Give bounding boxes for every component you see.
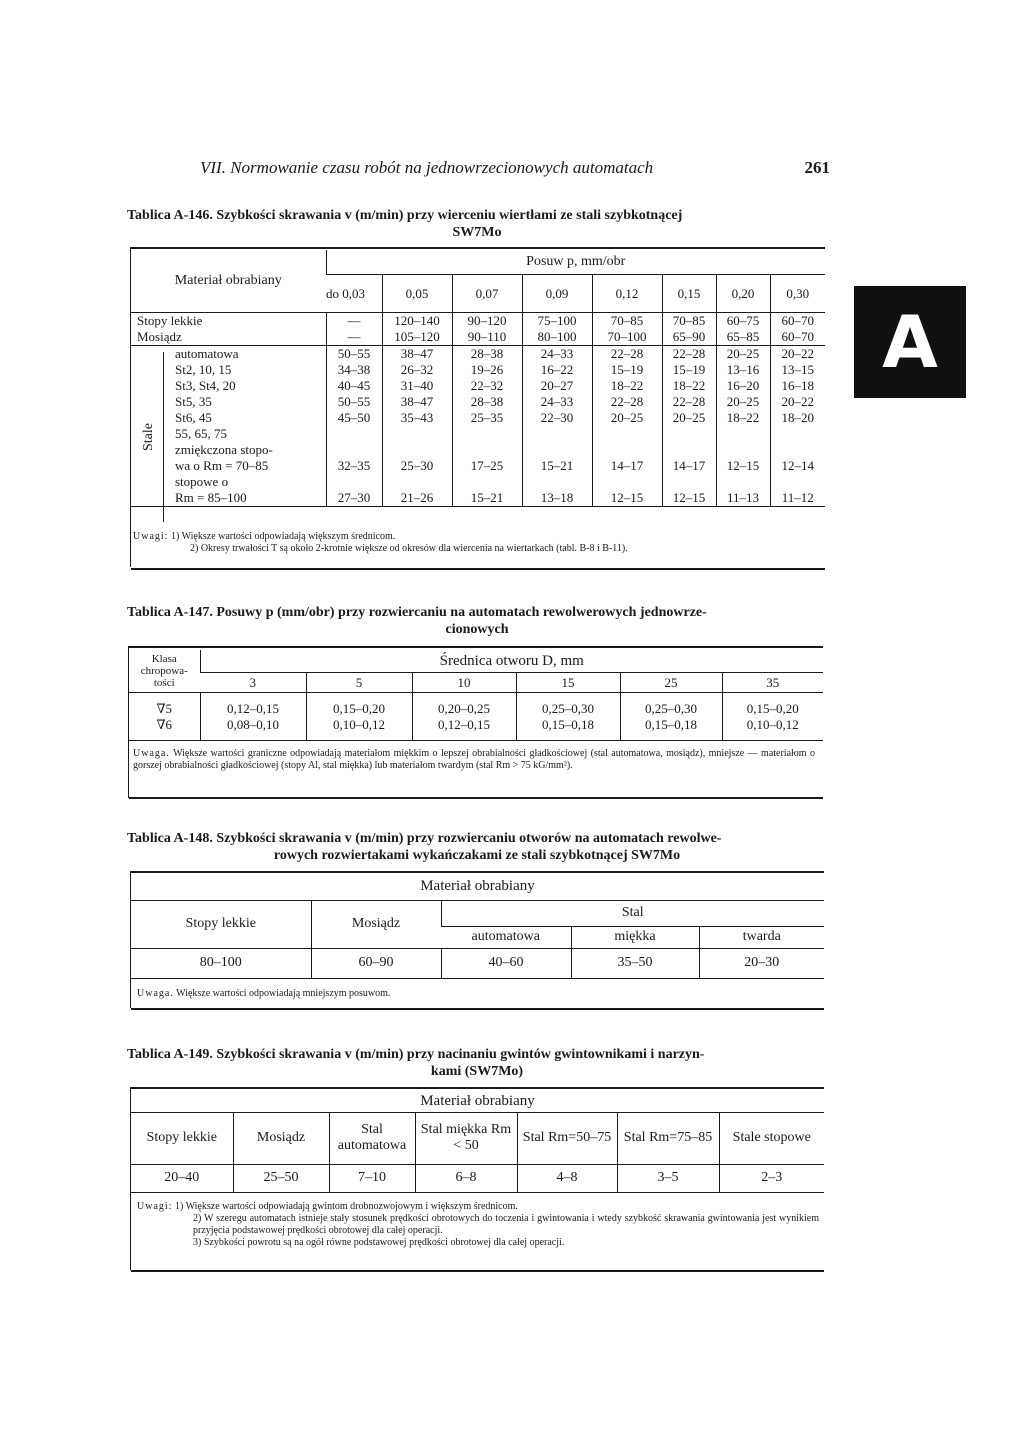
cell: 11–13 xyxy=(716,490,770,507)
cell xyxy=(592,474,662,490)
material-name: St3, St4, 20 xyxy=(175,378,236,393)
note-text: Większe wartości graniczne odpowiadają materiałom miękkim o lepszej obrabialności gładkościowej (stal automatowa, mosiądz), mniejsze — materiałom o gorszej obrabialności gładkościowej (stopy Al, stal miękka) lub materiałom twardym (stal Rm > 75 kG/mm²). xyxy=(133,748,815,771)
table-row xyxy=(131,362,825,378)
cell: 80–100 xyxy=(131,948,311,978)
material-name: Rm = 85–100 xyxy=(131,490,326,507)
material-name: St6, 45 xyxy=(175,410,212,425)
cell: 0,25–0,30 xyxy=(620,701,722,717)
table-a148 xyxy=(131,873,824,979)
steel-group-label-text: Stale xyxy=(141,423,156,451)
cell: 0,08–0,10 xyxy=(200,717,306,733)
feed-col: do 0,03 xyxy=(326,275,382,313)
cell: 18–22 xyxy=(716,410,770,426)
cell: 26–32 xyxy=(382,362,452,378)
cell: 45–50 xyxy=(326,410,382,426)
diameter-col: 35 xyxy=(722,673,823,693)
cell: 65–90 xyxy=(662,329,716,346)
steel-group-divider xyxy=(163,352,164,522)
feed-header: Posuw p, mm/obr xyxy=(326,250,825,275)
col-steel-soft: miękka xyxy=(571,926,699,948)
feed-col: 0,15 xyxy=(662,275,716,313)
table-a147-caption-line2: cionowych xyxy=(445,622,509,637)
table-a147-top-rule xyxy=(129,646,823,648)
table-row xyxy=(131,442,825,458)
cell: 15–19 xyxy=(662,362,716,378)
running-head-title: VII. Normowanie czasu robót na jednowrzecionowych automatach xyxy=(200,158,654,177)
cell: 28–38 xyxy=(452,394,522,410)
note-label: Uwaga. xyxy=(137,988,174,999)
cell: — xyxy=(326,313,382,330)
roughness-header-line2: chropowa- xyxy=(140,665,188,677)
cell: 0,10–0,12 xyxy=(722,717,823,733)
cell: 35–43 xyxy=(382,410,452,426)
table-a148-note xyxy=(137,988,817,1000)
note-1: 1) Większe wartości odpowiadają większym średnicom. xyxy=(170,531,396,542)
material-name: Mosiądz xyxy=(137,329,182,344)
cell xyxy=(770,426,825,442)
cell: 25–30 xyxy=(382,458,452,474)
feed-col: 0,07 xyxy=(452,275,522,313)
material-header: Materiał obrabiany xyxy=(131,1090,824,1112)
col-light-alloys: Stopy lekkie xyxy=(131,1112,233,1164)
cell: 90–110 xyxy=(452,329,522,346)
cell: 13–18 xyxy=(522,490,592,507)
cell: 0,15–0,18 xyxy=(620,717,722,733)
table-a149 xyxy=(131,1090,824,1193)
table-a146-bottom-rule xyxy=(131,568,825,570)
cell: 16–18 xyxy=(770,378,825,394)
cell: 70–85 xyxy=(662,313,716,330)
note-2: 2) W szeregu automatach istnieje stały stosunek prędkości obrotowych do toczenia i gwintowania i wtedy szybkość skrawania gwintowania jest wynikiem przyjęcia podstawowej prędkości obrotowej dla całej operacji. xyxy=(193,1213,819,1236)
running-head xyxy=(200,158,830,178)
table-a147-bottom-rule xyxy=(129,797,823,799)
cell: 17–25 xyxy=(452,458,522,474)
cell: 14–17 xyxy=(662,458,716,474)
cell: 24–33 xyxy=(522,346,592,363)
cell: 40–45 xyxy=(326,378,382,394)
steel-group-label xyxy=(137,352,161,522)
cell: 15–21 xyxy=(522,458,592,474)
note-label: Uwagi: xyxy=(137,1201,173,1212)
cell: 14–17 xyxy=(592,458,662,474)
cell xyxy=(716,442,770,458)
diameter-col: 25 xyxy=(620,673,722,693)
cell: 25–50 xyxy=(233,1164,329,1192)
cell: 0,12–0,15 xyxy=(412,717,516,733)
cell: 27–30 xyxy=(326,490,382,507)
diameter-col: 10 xyxy=(412,673,516,693)
cell: 0,20–0,25 xyxy=(412,701,516,717)
col-steel-hard: twarda xyxy=(699,926,824,948)
table-a149-notes xyxy=(137,1201,819,1249)
roughness-header-line1: Klasa xyxy=(151,653,177,665)
table-row xyxy=(131,948,824,978)
table-row xyxy=(131,1164,824,1192)
table-row xyxy=(131,410,825,426)
cell: 24–33 xyxy=(522,394,592,410)
material-name: 55, 65, 75 xyxy=(175,426,227,441)
table-a147-caption xyxy=(127,604,827,638)
cell: 20–25 xyxy=(662,410,716,426)
cell xyxy=(382,474,452,490)
table-a146-caption-line1: Tablica A-146. Szybkości skrawania v (m/min) przy wierceniu wiertłami ze stali szybkotnącej xyxy=(127,208,683,223)
table-row xyxy=(131,313,825,330)
table-row xyxy=(129,701,823,717)
cell: 16–20 xyxy=(716,378,770,394)
material-name: St2, 10, 15 xyxy=(175,362,232,377)
material-name: St5, 35 xyxy=(175,394,212,409)
cell: 50–55 xyxy=(326,394,382,410)
roughness-header-line3: tości xyxy=(153,677,175,689)
cell: 20–30 xyxy=(699,948,824,978)
diameter-col: 3 xyxy=(200,673,306,693)
cell: 0,25–0,30 xyxy=(516,701,620,717)
table-a149-caption-line2: kami (SW7Mo) xyxy=(430,1064,524,1079)
cell xyxy=(452,426,522,442)
diameter-col: 5 xyxy=(306,673,412,693)
cell: 13–16 xyxy=(716,362,770,378)
table-row xyxy=(131,426,825,442)
cell: 60–70 xyxy=(770,313,825,330)
cell: 22–30 xyxy=(522,410,592,426)
roughness-class-header xyxy=(129,650,200,693)
cell: 20–27 xyxy=(522,378,592,394)
cell xyxy=(592,426,662,442)
cell xyxy=(770,442,825,458)
col-brass: Mosiądz xyxy=(233,1112,329,1164)
cell: 20–40 xyxy=(131,1164,233,1192)
cell: 7–10 xyxy=(329,1164,415,1192)
cell xyxy=(452,474,522,490)
cell: 0,15–0,18 xyxy=(516,717,620,733)
table-a146-caption xyxy=(127,207,827,241)
cell: 20–25 xyxy=(592,410,662,426)
table-row xyxy=(131,458,825,474)
table-a147-caption-line1: Tablica A-147. Posuwy p (mm/obr) przy rozwiercaniu na automatach rewolwerowych jednowrze- xyxy=(127,605,707,620)
note-label: Uwaga. xyxy=(133,748,170,759)
cell: 20–22 xyxy=(770,394,825,410)
cell: 35–50 xyxy=(571,948,699,978)
cell: 22–32 xyxy=(452,378,522,394)
cell: 20–22 xyxy=(770,346,825,363)
material-name: Stopy lekkie xyxy=(137,313,203,328)
cell: 15–19 xyxy=(592,362,662,378)
feed-col: 0,05 xyxy=(382,275,452,313)
table-a147 xyxy=(129,650,823,741)
cell: 16–22 xyxy=(522,362,592,378)
cell: 70–85 xyxy=(592,313,662,330)
cell xyxy=(522,474,592,490)
cell: 20–25 xyxy=(716,394,770,410)
note-3: 3) Szybkości powrotu są na ogół równe podstawowej prędkości obrotowej dla całej operacji. xyxy=(193,1237,565,1248)
section-tab-letter: A xyxy=(882,300,938,384)
cell: 120–140 xyxy=(382,313,452,330)
page-number: 261 xyxy=(804,158,830,177)
cell: 50–55 xyxy=(326,346,382,363)
table-a149-caption-line1: Tablica A-149. Szybkości skrawania v (m/min) przy nacinaniu gwintów gwintownikami i narzyn- xyxy=(127,1047,705,1062)
cell: 22–28 xyxy=(662,394,716,410)
cell: 60–70 xyxy=(770,329,825,346)
cell: 22–28 xyxy=(592,346,662,363)
cell: 65–85 xyxy=(716,329,770,346)
cell xyxy=(382,442,452,458)
cell: 60–90 xyxy=(311,948,441,978)
cell xyxy=(592,442,662,458)
material-name: zmiękczona stopo- xyxy=(175,442,273,457)
cell: 12–15 xyxy=(716,458,770,474)
cell xyxy=(326,426,382,442)
cell: 19–26 xyxy=(452,362,522,378)
table-row xyxy=(131,346,825,363)
cell xyxy=(716,426,770,442)
table-row xyxy=(131,394,825,410)
note-1: 1) Większe wartości odpowiadają gwintom drobnozwojowym i większym średnicom. xyxy=(174,1201,518,1212)
diameter-col: 15 xyxy=(516,673,620,693)
cell: 31–40 xyxy=(382,378,452,394)
material-header: Materiał obrabiany xyxy=(131,250,326,313)
table-a149-bottom-rule xyxy=(131,1270,824,1272)
cell xyxy=(662,442,716,458)
cell xyxy=(522,442,592,458)
material-header: Materiał obrabiany xyxy=(131,873,824,900)
table-a146-top-rule xyxy=(131,247,825,249)
cell: 28–38 xyxy=(452,346,522,363)
table-a148-caption xyxy=(127,830,827,864)
cell: 18–22 xyxy=(662,378,716,394)
cell: 2–3 xyxy=(719,1164,824,1192)
cell xyxy=(716,474,770,490)
feed-col: 0,30 xyxy=(770,275,825,313)
table-a146-notes xyxy=(133,531,823,555)
feed-col: 0,12 xyxy=(592,275,662,313)
cell: 22–28 xyxy=(592,394,662,410)
cell: — xyxy=(326,329,382,346)
col-light-alloys: Stopy lekkie xyxy=(131,900,311,948)
col-brass: Mosiądz xyxy=(311,900,441,948)
table-row xyxy=(131,474,825,490)
cell xyxy=(662,474,716,490)
material-name: stopowe o xyxy=(175,474,229,489)
diameter-header: Średnica otworu D, mm xyxy=(200,650,823,673)
table-a149-top-rule xyxy=(131,1087,824,1089)
cell: 38–47 xyxy=(382,346,452,363)
section-tab-marker xyxy=(854,286,966,398)
material-name: automatowa xyxy=(175,346,239,361)
cell: 105–120 xyxy=(382,329,452,346)
roughness-class: ∇5 xyxy=(156,700,173,716)
cell: 12–15 xyxy=(662,490,716,507)
cell: 21–26 xyxy=(382,490,452,507)
cell: 3–5 xyxy=(617,1164,719,1192)
cell: 0,15–0,20 xyxy=(306,701,412,717)
cell: 34–38 xyxy=(326,362,382,378)
cell: 18–22 xyxy=(592,378,662,394)
table-a146 xyxy=(131,250,825,507)
table-a148-caption-line1: Tablica A-148. Szybkości skrawania v (m/min) przy rozwiercaniu otworów na automatach rewolwe- xyxy=(127,831,722,846)
cell: 60–75 xyxy=(716,313,770,330)
col-steel-free-cutting: automatowa xyxy=(441,926,571,948)
cell: 13–15 xyxy=(770,362,825,378)
col-steel: Stal xyxy=(441,900,824,926)
cell: 25–35 xyxy=(452,410,522,426)
cell xyxy=(662,426,716,442)
table-row xyxy=(131,329,825,346)
cell xyxy=(770,474,825,490)
feed-col: 0,09 xyxy=(522,275,592,313)
cell xyxy=(522,426,592,442)
note-2: 2) Okresy trwałości T są około 2-krotnie większe od okresów dla wiercenia na wiertarkach (tabl. B-8 i B-11). xyxy=(190,543,628,554)
cell: 15–21 xyxy=(452,490,522,507)
cell: 20–25 xyxy=(716,346,770,363)
cell: 90–120 xyxy=(452,313,522,330)
col-alloy-steel: Stale stopowe xyxy=(719,1112,824,1164)
cell: 80–100 xyxy=(522,329,592,346)
table-row xyxy=(131,378,825,394)
note-label: Uwagi: xyxy=(133,531,169,542)
table-a147-note xyxy=(133,748,815,772)
cell: 0,15–0,20 xyxy=(722,701,823,717)
cell: 0,12–0,15 xyxy=(200,701,306,717)
roughness-class: ∇6 xyxy=(156,716,173,732)
feed-col: 0,20 xyxy=(716,275,770,313)
cell: 32–35 xyxy=(326,458,382,474)
cell: 6–8 xyxy=(415,1164,517,1192)
col-steel-rm-50-75: Stal Rm=50–75 xyxy=(517,1112,617,1164)
col-steel-free-cutting: Stal automatowa xyxy=(329,1112,415,1164)
cell: 0,10–0,12 xyxy=(306,717,412,733)
table-row xyxy=(131,490,825,507)
table-a149-caption xyxy=(127,1046,827,1080)
cell: 18–20 xyxy=(770,410,825,426)
cell xyxy=(382,426,452,442)
cell: 11–12 xyxy=(770,490,825,507)
col-steel-rm-75-85: Stal Rm=75–85 xyxy=(617,1112,719,1164)
cell: 22–28 xyxy=(662,346,716,363)
table-row xyxy=(129,717,823,733)
table-a146-caption-line2: SW7Mo xyxy=(452,225,502,240)
cell: 40–60 xyxy=(441,948,571,978)
table-a148-caption-line2: rowych rozwiertakami wykańczakami ze stali szybkotnącej SW7Mo xyxy=(273,848,681,863)
note-text: Większe wartości odpowiadają mniejszym posuwom. xyxy=(176,988,391,999)
material-name: wa o Rm = 70–85 xyxy=(175,458,269,473)
cell xyxy=(326,474,382,490)
cell: 12–15 xyxy=(592,490,662,507)
col-steel-soft: Stal miękka Rm < 50 xyxy=(415,1112,517,1164)
cell: 12–14 xyxy=(770,458,825,474)
cell xyxy=(326,442,382,458)
cell xyxy=(452,442,522,458)
table-a148-bottom-rule xyxy=(131,1008,824,1010)
cell: 75–100 xyxy=(522,313,592,330)
cell: 38–47 xyxy=(382,394,452,410)
cell: 70–100 xyxy=(592,329,662,346)
cell: 4–8 xyxy=(517,1164,617,1192)
